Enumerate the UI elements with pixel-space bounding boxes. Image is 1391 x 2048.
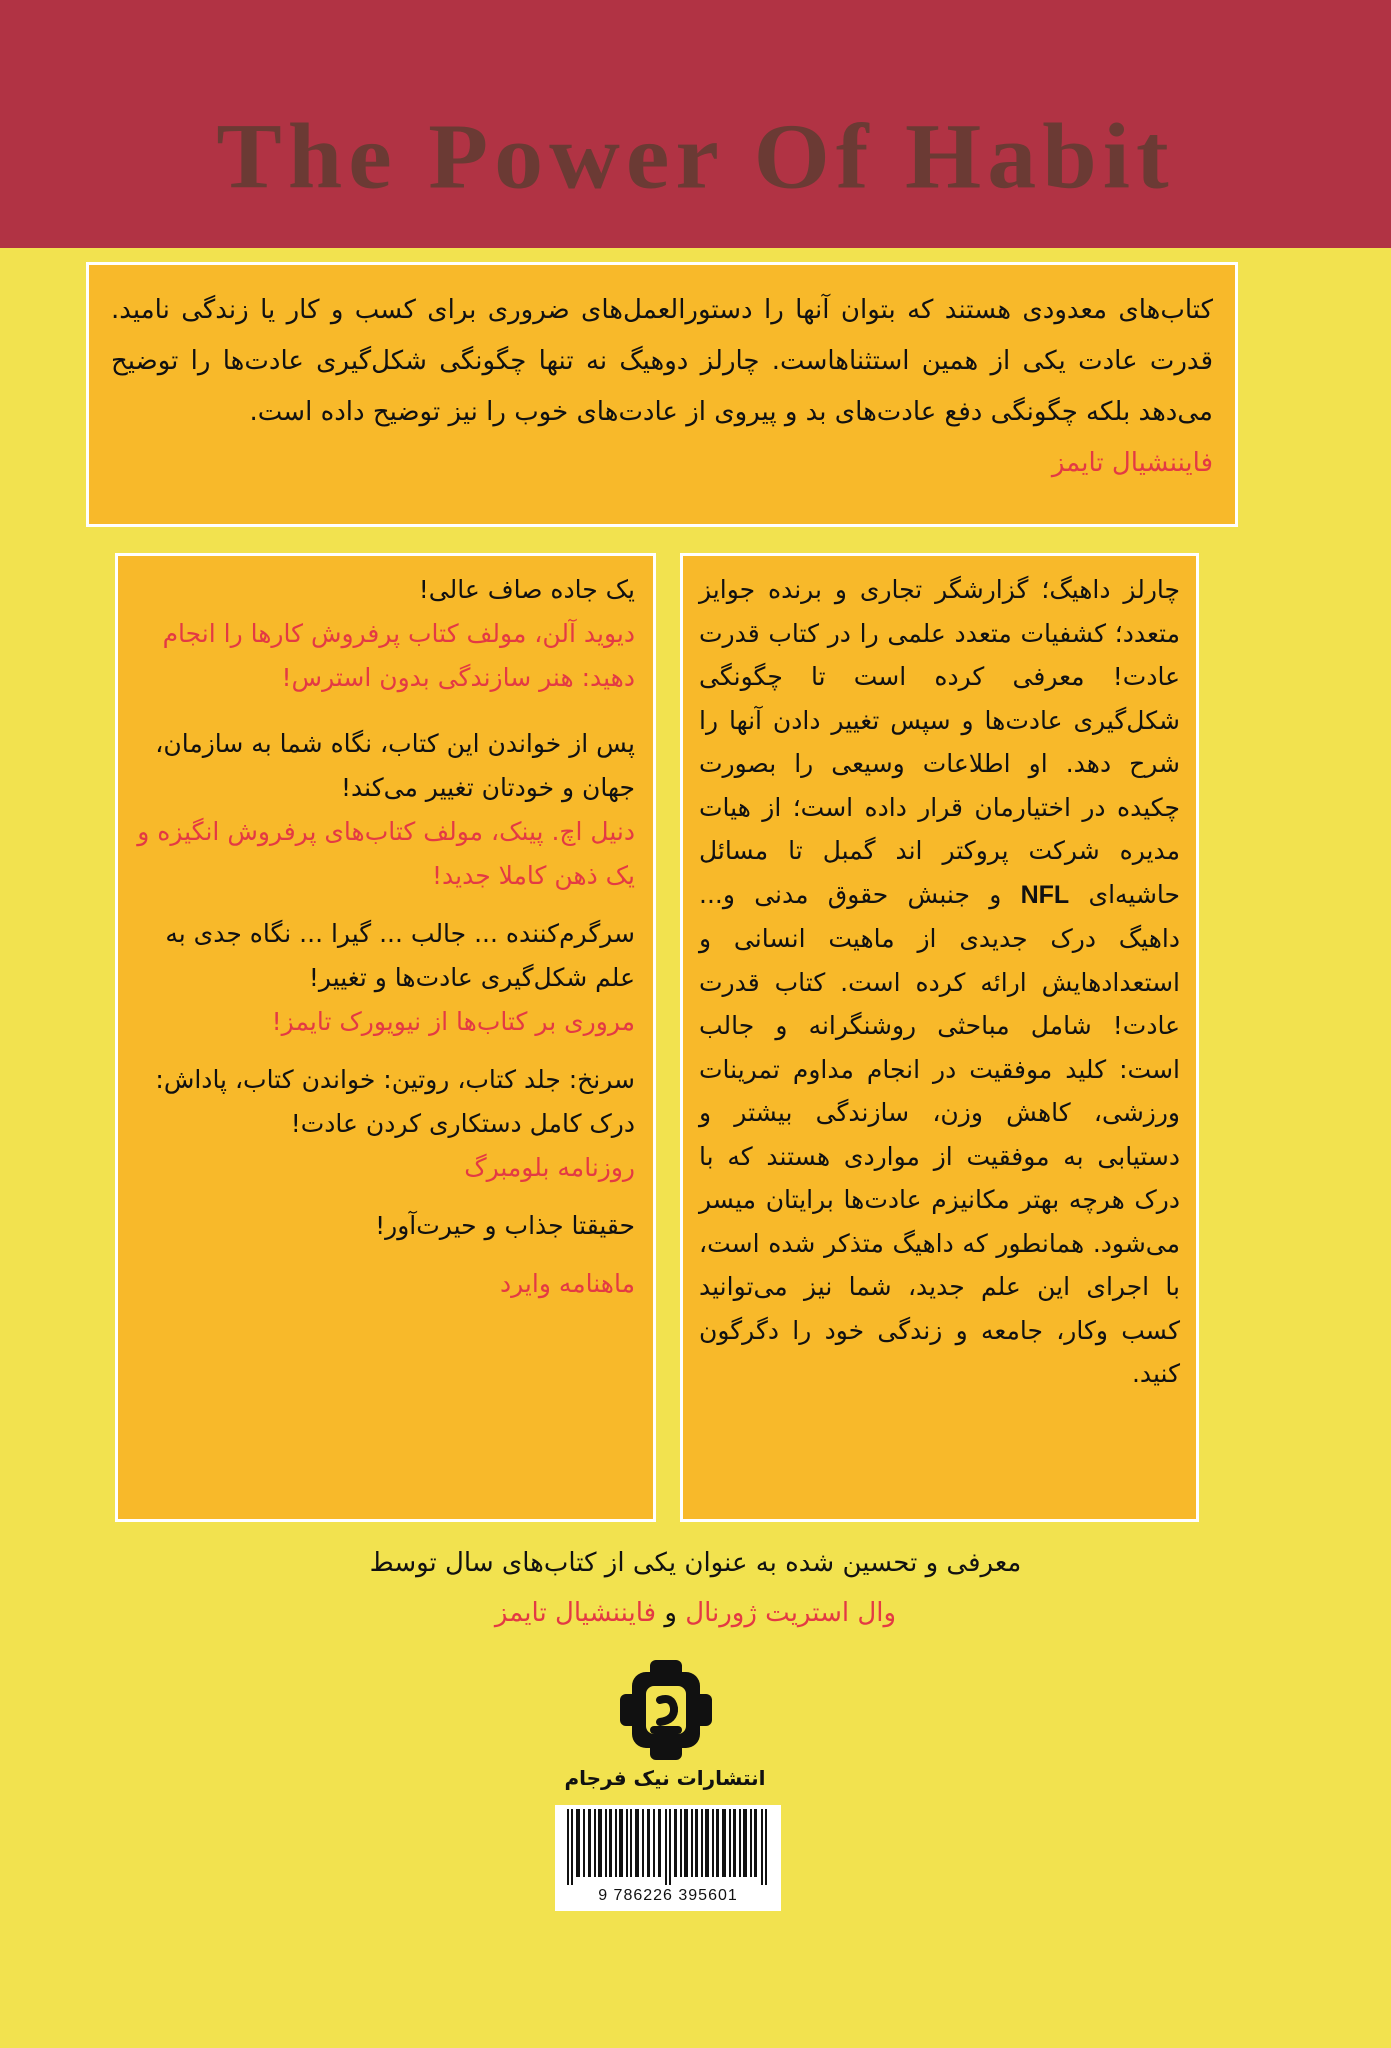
- acclaim-wsj: وال استریت ژورنال: [685, 1598, 897, 1628]
- review-source-3: مروری بر کتاب‌ها از نیویورک تایمز!: [271, 1007, 635, 1036]
- description-part-1: چارلز داهیگ؛ گزارشگر تجاری و برنده جوایز متعدد؛ کشفیات متعدد علمی را در کتاب قدرت عادت! معرفی کرده است تا چگونگی شکل‌گیری عادت‌ها و سپس تغییر دادن آنها را شرح دهد. او اطلاعات وسیعی را بصورت چکیده در اختیارمان قرار داده است؛ از هیات مدیره شرکت پروکتر اند گمبل تا مسائل حاشیه‌ای: [699, 575, 1180, 909]
- barcode-number: 9 786226 395601: [598, 1887, 738, 1904]
- review-quote-2: پس از خواندن این کتاب، نگاه شما به سازمان، جهان و خودتان تغییر می‌کند!: [155, 729, 635, 802]
- review-source-2: دنیل اچ. پینک، مولف کتاب‌های پرفروش انگیزه و یک ذهن کاملا جدید!: [137, 817, 635, 890]
- reviews-box: [115, 553, 656, 1522]
- nfl-label: NFL: [1020, 880, 1070, 909]
- description-part-2: و جنبش حقوق مدنی و... داهیگ درک جدیدی از ماهیت انسانی و استعدادهایش ارائه کرده است. کتاب قدرت عادت! شامل مباحثی روشنگرانه و جالب است: کلید موفقیت در انجام مداوم تمرینات ورزشی، کاهش وزن، سازندگی بیشتر و دستیابی به موفقیت از مواردی هستند که با درک هرچه بهتر مکانیزم عادت‌ها برایتان میسر می‌شود. همانطور که داهیگ متذکر شده است، با اجرای این علم جدید، شما نیز می‌توانید کسب وکار، جامعه و زندگی خود را دگرگون کنید.: [699, 879, 1180, 1388]
- featured-review-source: فایننشیال تایمز: [1051, 448, 1213, 478]
- review-quote-5: حقیقتا جذاب و حیرت‌آور!: [375, 1211, 635, 1240]
- featured-review-text: کتاب‌های معدودی هستند که بتوان آنها را دستورالعمل‌های ضروری برای کسب و کار یا زندگی نامید. قدرت عادت یکی از همین استثناهاست. چارلز دوهیگ نه تنها چگونگی شکل‌گیری عادت‌ها را توضیح می‌دهد بلکه چگونگی دفع عادت‌های بد و پیروی از عادت‌های خوب را نیز توضیح داده است.: [111, 295, 1213, 427]
- author-description-box: [680, 553, 1199, 1522]
- publisher-logo-icon: [620, 1660, 712, 1760]
- featured-review-box: [86, 262, 1238, 527]
- review-quote-4: سرنخ: جلد کتاب، روتین: خواندن کتاب، پاداش: درک کامل دستکاری کردن عادت!: [155, 1065, 635, 1138]
- review-source-4: روزنامه بلومبرگ: [464, 1153, 635, 1182]
- acclaim-sources: [0, 1598, 1391, 1628]
- review-quote-1: یک جاده صاف عالی!: [418, 575, 635, 604]
- author-description-text: [699, 568, 1180, 1396]
- review-source-1: دیوید آلن، مولف کتاب پرفروش کارها را انجام دهید: هنر سازندگی بدون استرس!: [162, 619, 635, 692]
- header-band: [0, 0, 1391, 248]
- barcode: [555, 1805, 781, 1911]
- barcode-bars: [563, 1809, 773, 1885]
- acclaim-ft: فایننشیال تایمز: [494, 1598, 657, 1628]
- acclaim-line: معرفی و تحسین شده به عنوان یکی از کتاب‌های سال توسط: [369, 1548, 1022, 1578]
- review-source-5: ماهنامه وایرد: [500, 1269, 635, 1298]
- book-title: The Power Of Habit: [216, 105, 1175, 209]
- publisher-name: انتشارات نیک فرجام: [564, 1766, 766, 1790]
- acclaim-and: و: [664, 1598, 677, 1628]
- review-quote-3: سرگرم‌کننده ... جالب ... گیرا ... نگاه جدی به علم شکل‌گیری عادت‌ها و تغییر!: [165, 919, 635, 992]
